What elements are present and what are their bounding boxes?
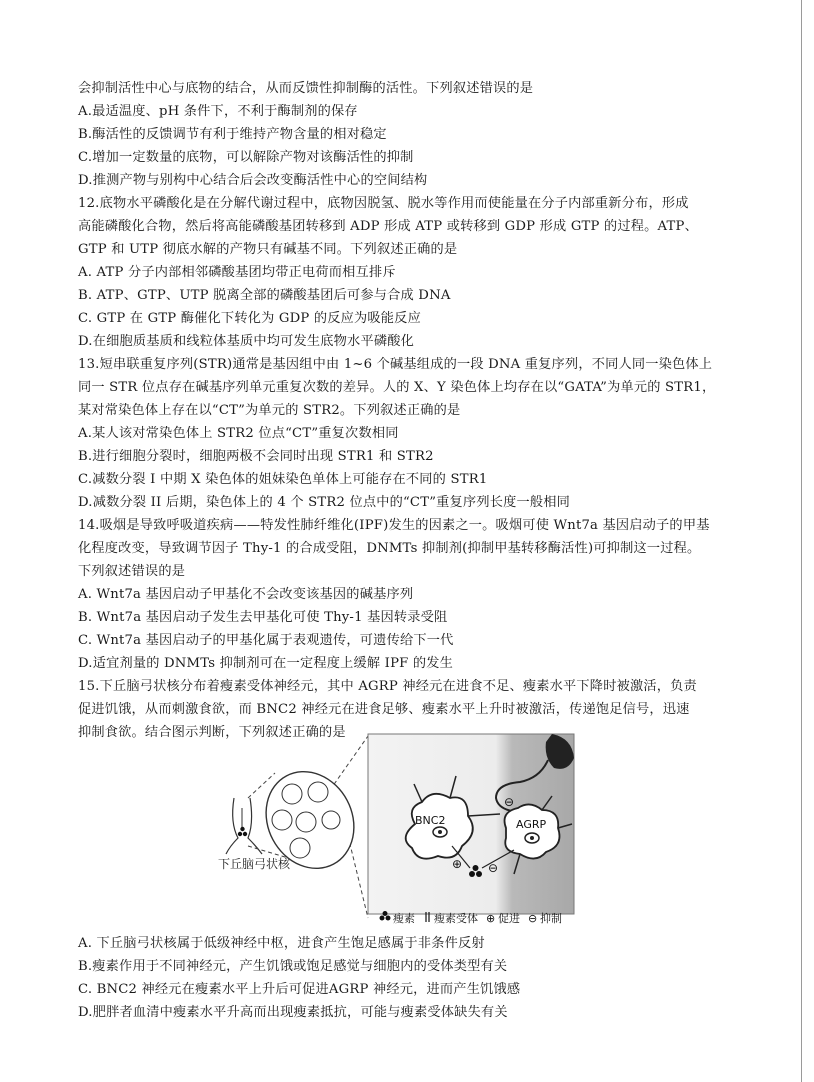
figure-legend <box>380 911 563 925</box>
question-13-stem: 同一 STR 位点存在碱基序列单元重复次数的差异。人的 X、Y 染色体上均存在以“GATA”为单元的 STR1， <box>78 380 716 395</box>
connector-line <box>330 736 368 790</box>
nucleus-sketch <box>226 798 262 854</box>
question-12-option-d: D.在细胞质基质和线粒体基质中均可发生底物水平磷酸化 <box>78 334 414 349</box>
question-12-option-a: A. ATP 分子内部相邻磷酸基团均带正电荷而相互排斥 <box>78 265 396 280</box>
connector-line <box>348 836 368 918</box>
question-14-option-b: B. Wnt7a 基因启动子发生去甲基化可使 Thy-1 基因转录受阻 <box>78 610 448 625</box>
question-15-stem: 抑制食欲。结合图示判断，下列叙述正确的是 <box>78 725 346 740</box>
question-11-option-a: A.最适温度、pH 条件下，不利于酶制剂的保存 <box>78 104 358 119</box>
question-14-option-c: C. Wnt7a 基因启动子的甲基化属于表观遗传，可遗传给下一代 <box>78 633 454 648</box>
question-11-option-c: C.增加一定数量的底物，可以解除产物对该酶活性的抑制 <box>78 150 414 165</box>
bnc2-label: BNC2 <box>415 814 446 827</box>
question-12-stem: 高能磷酸化合物，然后将高能磷酸基团转移到 ADP 形成 ATP 或转移到 GDP 形成 GTP 的过程。ATP、 <box>78 219 699 234</box>
question-11-option-b: B.酶活性的反馈调节有利于维持产物含量的相对稳定 <box>78 127 387 142</box>
question-13-option-b: B.进行细胞分裂时，细胞两极不会同时出现 STR1 和 STR2 <box>78 449 434 464</box>
question-15-option-c: C. BNC2 神经元在瘦素水平上升后可促进AGRP 神经元，进而产生饥饿感 <box>78 982 521 997</box>
question-14-option-d: D.适宜剂量的 DNMTs 抑制剂可在一定程度上缓解 IPF 的发生 <box>78 656 454 671</box>
question-12-option-b: B. ATP、GTP、UTP 脱离全部的磷酸基团后可参与合成 DNA <box>78 288 451 303</box>
legend-promote: 促进 <box>498 912 520 925</box>
question-15-option-d: D.肥胖者血清中瘦素水平升高而出现瘦素抵抗，可能与瘦素受体缺失有关 <box>78 1005 508 1020</box>
question-14-stem: 化程度改变，导致调节因子 Thy-1 的合成受阻，DNMTs 抑制剂(抑制甲基转移酶活性)可抑制这一过程。 <box>78 541 701 556</box>
question-15-stem: 促进饥饿，从而刺激食欲，而 BNC2 神经元在进食足够、瘦素水平上升时被激活，传递饱足信号，迅速 <box>78 702 690 717</box>
minus-sign: ⊖ <box>488 861 499 875</box>
legend-receptor: 瘦素受体 <box>434 912 478 925</box>
page-edge <box>801 0 802 1082</box>
question-12-stem: GTP 和 UTP 彻底水解的产物只有碱基不同。下列叙述正确的是 <box>78 242 458 257</box>
question-15-option-b: B.瘦素作用于不同神经元，产生饥饿或饱足感觉与细胞内的受体类型有关 <box>78 959 508 974</box>
question-12-option-c: C. GTP 在 GTP 酶催化下转化为 GDP 的反应为吸能反应 <box>78 311 421 326</box>
legend-minus: ⊖ <box>528 912 538 925</box>
question-11-stem: 会抑制活性中心与底物的结合，从而反馈性抑制酶的活性。下列叙述错误的是 <box>78 81 534 96</box>
question-14-stem: 下列叙述错误的是 <box>78 564 186 579</box>
question-13-stem: 某对常染色体上存在以“CT”为单元的 STR2。下列叙述正确的是 <box>78 403 461 418</box>
question-14-option-a: A. Wnt7a 基因启动子甲基化不会改变该基因的碱基序列 <box>78 587 414 602</box>
neuron-figure <box>200 728 600 928</box>
question-15-stem: 15.下丘脑弓状核分布着瘦素受体神经元，其中 AGRP 神经元在进食不足、瘦素水平下降时被激活，负责 <box>78 679 697 694</box>
question-13-option-c: C.减数分裂 I 中期 X 染色体的姐妹染色单体上可能存在不同的 STR1 <box>78 472 488 487</box>
plus-sign: ⊕ <box>452 857 463 871</box>
legend-inhibit: 抑制 <box>540 912 562 925</box>
question-12-stem: 12.底物水平磷酸化是在分解代谢过程中，底物因脱氢、脱水等作用而使能量在分子内部重新分布，形成 <box>78 196 689 211</box>
minus-sign: ⊖ <box>504 795 515 809</box>
question-15-option-a: A. 下丘脑弓状核属于低级神经中枢，进食产生饱足感属于非条件反射 <box>78 936 485 951</box>
question-11-option-d: D.推测产物与别构中心结合后会改变酶活性中心的空间结构 <box>78 173 428 188</box>
legend-leptin: 瘦素 <box>393 912 415 925</box>
legend-plus: ⊕ <box>486 912 496 925</box>
neuron-diagram <box>200 728 600 928</box>
question-13-stem: 13.短串联重复序列(STR)通常是基因组中由 1~6 个碱基组成的一段 DNA 重复序列，不同人同一染色体上 <box>78 357 713 372</box>
question-13-option-a: A.某人该对常染色体上 STR2 位点“CT”重复次数相同 <box>78 426 399 441</box>
question-13-option-d: D.减数分裂 II 后期，染色体上的 4 个 STR2 位点中的“CT”重复序列长度一般相同 <box>78 495 571 510</box>
nucleus-label: 下丘脑弓状核 <box>218 857 291 871</box>
question-14-stem: 14.吸烟是导致呼吸道疾病——特发性肺纤维化(IPF)发生的因素之一。吸烟可使 Wnt7a 基因启动子的甲基 <box>78 518 710 533</box>
agrp-label: AGRP <box>516 818 547 831</box>
